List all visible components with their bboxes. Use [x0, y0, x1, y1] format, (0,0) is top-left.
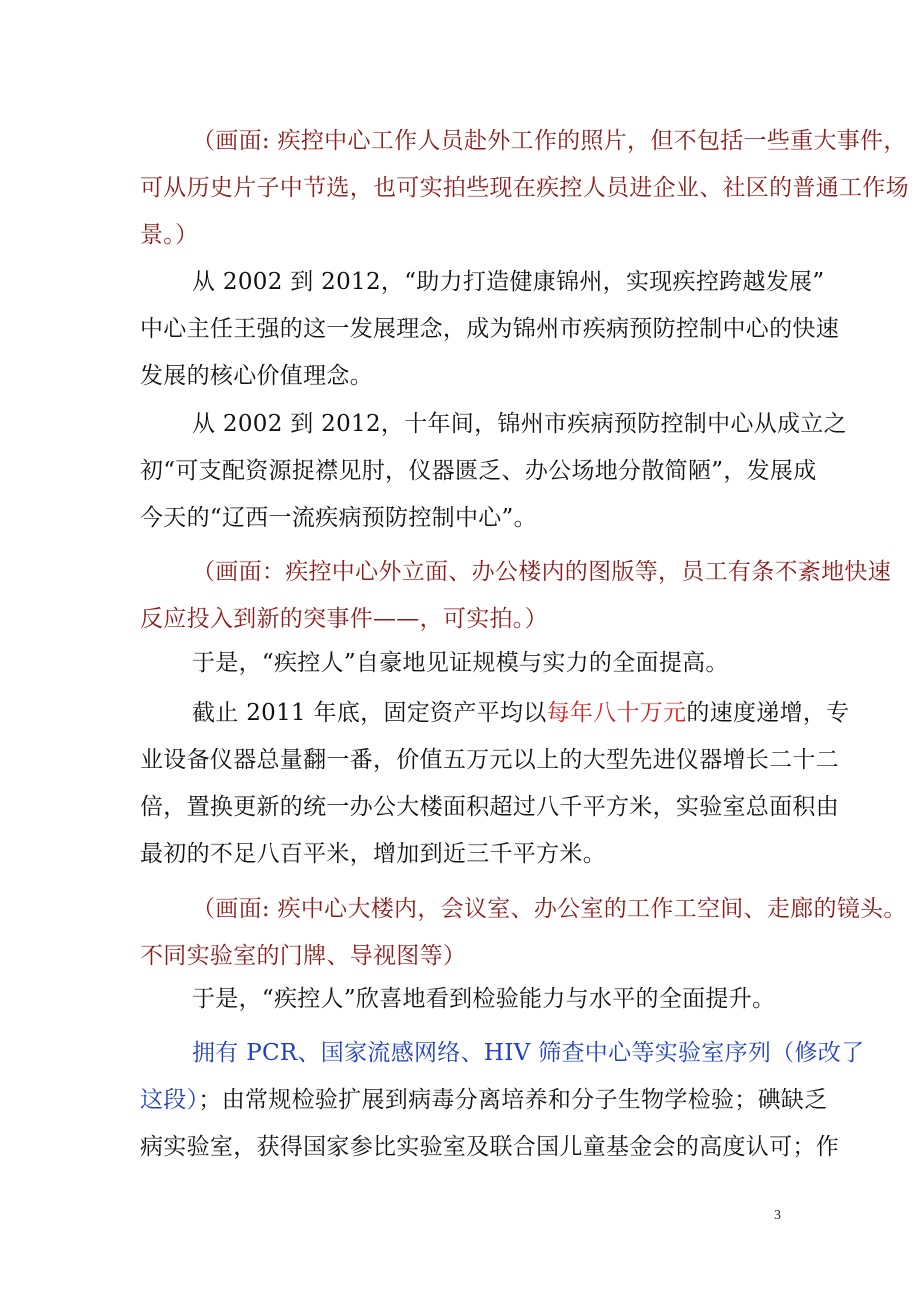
revised-text-line: 拥有 PCR、国家流感网络、HIV 筛查中心等实验室序列（修改了: [192, 1040, 865, 1066]
text-line: 倍，置换更新的统一办公大楼面积超过八千平方米，实验室总面积由: [140, 794, 839, 820]
text-line: 从 2002 到 2012，“助力打造健康锦州，实现疾控跨越发展”: [192, 269, 825, 295]
text-line: 中心主任王强的这一发展理念，成为锦州市疾病预防控制中心的快速: [140, 316, 839, 342]
text-segment: 截止 2011 年底，固定资产平均以: [192, 700, 547, 726]
text-line: 发展的核心价值理念。: [140, 363, 373, 389]
text-line: 业设备仪器总量翻一番，价值五万元以上的大型先进仪器增长二十二: [140, 747, 839, 773]
text-line: （画面: 疾控中心工作人员赴外工作的照片，但不包括一些重大事件，: [192, 128, 907, 154]
text-line: 今天的“辽西一流疾病预防控制中心”。: [140, 505, 537, 531]
text-segment: ；由常规检验扩展到病毒分离培养和分子生物学检验；碘缺乏: [198, 1087, 828, 1113]
body-paragraph-2: [140, 259, 839, 400]
page-number: 3: [774, 1208, 781, 1223]
text-line: 病实验室，获得国家参比实验室及联合国儿童基金会的高度认可；作: [140, 1134, 839, 1160]
text-line: 于是，“疾控人”欣喜地看到检验能力与水平的全面提升。: [192, 986, 776, 1012]
stage-note-paragraph-7: [140, 886, 907, 980]
body-paragraph-9: [140, 1030, 865, 1171]
text-line: 反应投入到新的突事件——，可实拍。）: [140, 606, 548, 632]
text-line: 可从历史片子中节选，也可实拍些现在疾控人员进企业、社区的普通工作场: [140, 175, 909, 201]
text-line: 初“可支配资源捉襟见肘，仪器匮乏、办公场地分散简陋”，发展成: [140, 458, 817, 484]
body-paragraph-8: [140, 976, 790, 1023]
text-line: 从 2002 到 2012，十年间，锦州市疾病预防控制中心从成立之: [192, 411, 847, 437]
text-line: 于是，“疾控人”自豪地见证规模与实力的全面提高。: [192, 650, 729, 676]
text-line: [140, 1077, 828, 1124]
revised-text-segment: 这段）: [140, 1087, 199, 1113]
text-line: （画面：疾控中心外立面、办公楼内的图版等，员工有条不紊地快速: [192, 559, 891, 585]
body-paragraph-5: [140, 640, 790, 687]
text-line: 景。）: [140, 222, 199, 248]
text-line: 最初的不足八百平米，增加到近三千平方米。: [140, 841, 606, 867]
text-line: （画面: 疾中心大楼内，会议室、办公室的工作工空间、走廊的镜头。: [192, 896, 907, 922]
highlighted-amount: 每年八十万元: [546, 700, 687, 726]
body-paragraph-6: [140, 690, 850, 878]
body-paragraph-3: [140, 401, 847, 542]
stage-note-paragraph-1: [140, 118, 909, 259]
text-segment: 的速度递增，专: [686, 700, 850, 726]
text-line: 不同实验室的门牌、导视图等）: [140, 943, 467, 969]
text-line: [140, 690, 850, 737]
stage-note-paragraph-4: [140, 549, 891, 643]
